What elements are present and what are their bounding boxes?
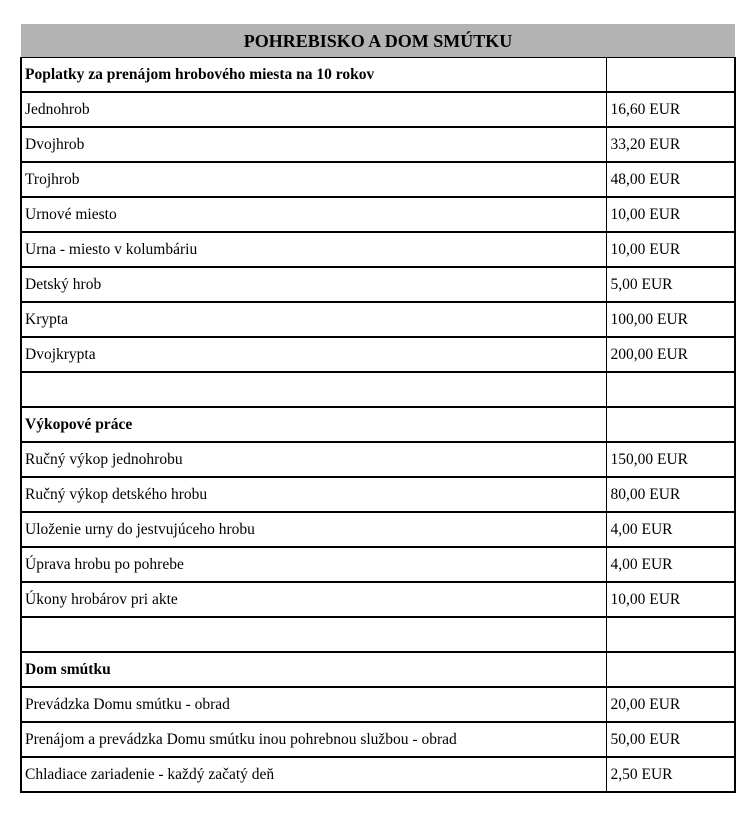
table-row bbox=[21, 442, 735, 477]
service-price: 50,00 EUR bbox=[606, 722, 735, 757]
table-title: POHREBISKO A DOM SMÚTKU bbox=[21, 24, 735, 58]
service-name: Urnové miesto bbox=[21, 197, 606, 232]
table-row bbox=[21, 687, 735, 722]
service-price: 100,00 EUR bbox=[606, 302, 735, 337]
table-body bbox=[21, 58, 735, 793]
service-price bbox=[606, 58, 735, 93]
service-price: 200,00 EUR bbox=[606, 337, 735, 372]
table-row bbox=[21, 162, 735, 197]
section-title: Výkopové práce bbox=[21, 407, 606, 442]
service-price: 10,00 EUR bbox=[606, 232, 735, 267]
table-row bbox=[21, 757, 735, 792]
service-price: 2,50 EUR bbox=[606, 757, 735, 792]
service-price: 5,00 EUR bbox=[606, 267, 735, 302]
service-name: Dvojhrob bbox=[21, 127, 606, 162]
service-price bbox=[606, 617, 735, 652]
service-price: 150,00 EUR bbox=[606, 442, 735, 477]
service-price: 33,20 EUR bbox=[606, 127, 735, 162]
service-name: Prevádzka Domu smútku - obrad bbox=[21, 687, 606, 722]
service-price: 4,00 EUR bbox=[606, 512, 735, 547]
table-row bbox=[21, 232, 735, 267]
service-name: Ručný výkop detského hrobu bbox=[21, 477, 606, 512]
service-name: Uloženie urny do jestvujúceho hrobu bbox=[21, 512, 606, 547]
service-name: Trojhrob bbox=[21, 162, 606, 197]
service-name: Urna - miesto v kolumbáriu bbox=[21, 232, 606, 267]
section-header-row bbox=[21, 58, 735, 93]
service-price: 20,00 EUR bbox=[606, 687, 735, 722]
service-price: 10,00 EUR bbox=[606, 197, 735, 232]
section-header-row bbox=[21, 652, 735, 687]
service-name: Chladiace zariadenie - každý začatý deň bbox=[21, 757, 606, 792]
price-table bbox=[20, 24, 736, 793]
service-price: 48,00 EUR bbox=[606, 162, 735, 197]
table-row bbox=[21, 512, 735, 547]
empty-row bbox=[21, 617, 735, 652]
service-name bbox=[21, 372, 606, 407]
service-price: 10,00 EUR bbox=[606, 582, 735, 617]
service-name: Jednohrob bbox=[21, 92, 606, 127]
table-row bbox=[21, 127, 735, 162]
service-price: 80,00 EUR bbox=[606, 477, 735, 512]
table-row bbox=[21, 582, 735, 617]
service-name: Prenájom a prevádzka Domu smútku inou pohrebnou službou - obrad bbox=[21, 722, 606, 757]
service-name bbox=[21, 617, 606, 652]
service-price bbox=[606, 407, 735, 442]
service-name: Dvojkrypta bbox=[21, 337, 606, 372]
service-name: Úprava hrobu po pohrebe bbox=[21, 547, 606, 582]
table-row bbox=[21, 302, 735, 337]
section-title: Dom smútku bbox=[21, 652, 606, 687]
service-price: 4,00 EUR bbox=[606, 547, 735, 582]
service-price bbox=[606, 652, 735, 687]
table-row bbox=[21, 267, 735, 302]
table-row bbox=[21, 547, 735, 582]
service-price: 16,60 EUR bbox=[606, 92, 735, 127]
table-row bbox=[21, 337, 735, 372]
section-title: Poplatky za prenájom hrobového miesta na 10 rokov bbox=[21, 58, 606, 93]
table-row bbox=[21, 197, 735, 232]
table-row bbox=[21, 722, 735, 757]
service-price bbox=[606, 372, 735, 407]
table-row bbox=[21, 92, 735, 127]
service-name: Krypta bbox=[21, 302, 606, 337]
table-row bbox=[21, 477, 735, 512]
empty-row bbox=[21, 372, 735, 407]
section-header-row bbox=[21, 407, 735, 442]
service-name: Detský hrob bbox=[21, 267, 606, 302]
title-row bbox=[21, 24, 735, 58]
service-name: Úkony hrobárov pri akte bbox=[21, 582, 606, 617]
price-list-sheet bbox=[20, 24, 734, 793]
service-name: Ručný výkop jednohrobu bbox=[21, 442, 606, 477]
